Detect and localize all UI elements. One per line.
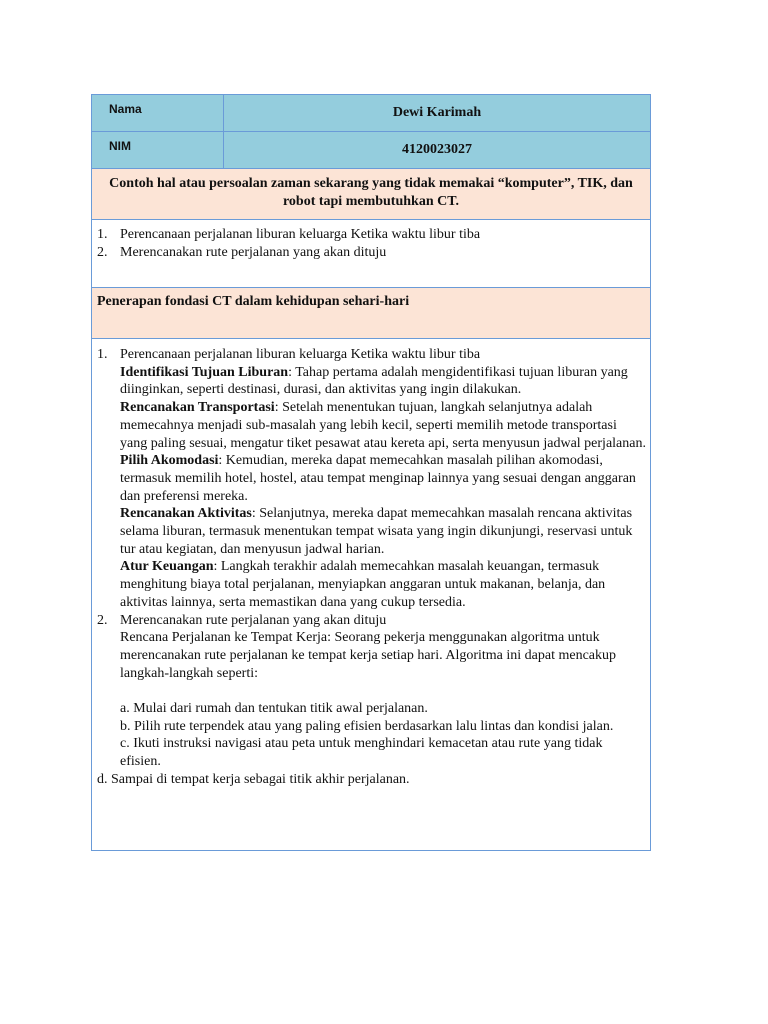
step-paragraph: Atur Keuangan: Langkah terakhir adalah memecahkan masalah keuangan, termasuk menghitung biaya total perjalanan, menyiapkan anggaran untuk makanan, belanja, dan aktivitas lainnya, serta memastikan dana yang cukup tersedia. (120, 559, 606, 610)
section1-list (92, 220, 650, 288)
step-paragraph: Pilih Akomodasi: Kemudian, mereka dapat memecahkan masalah pilihan akomodasi, termasuk memilih hotel, hostel, atau tempat menginap lainnya yang sesuai dengan anggaran dan preferensi mereka. (120, 453, 636, 504)
step-paragraph: Identifikasi Tujuan Liburan: Tahap pertama adalah mengidentifikasi tujuan liburan yang diinginkan, seperti destinasi, durasi, dan aktivitas yang ingin dilakukan. (120, 364, 628, 398)
name-row (92, 95, 650, 132)
route-final-step: d. Sampai di tempat kerja sebagai titik akhir perjalanan. (97, 771, 410, 787)
list-item: 2. Merencanakan rute perjalanan yang akan dituju (97, 245, 387, 260)
section2-body (92, 339, 650, 850)
list-item: 1. Perencanaan perjalanan liburan keluarga Ketika waktu libur tiba (97, 227, 481, 242)
route-substep: c. Ikuti instruksi navigasi atau peta untuk menghindari kemacetan atau rute yang tidak efisien. (120, 736, 603, 770)
nim-label: NIM (92, 132, 224, 168)
assignment-table (91, 94, 651, 851)
nim-value: 4120023027 (224, 132, 650, 168)
route-substep: a. Mulai dari rumah dan tentukan titik awal perjalanan. (120, 701, 428, 717)
nim-row (92, 132, 650, 169)
list-item: 2. Merencanakan rute perjalanan yang akan dituju (97, 612, 387, 628)
section2-heading: Penerapan fondasi CT dalam kehidupan sehari-hari (92, 288, 650, 339)
list-item: 1. Perencanaan perjalanan liburan keluarga Ketika waktu libur tiba (97, 347, 481, 362)
name-label: Nama (92, 95, 224, 131)
section1-heading: Contoh hal atau persoalan zaman sekarang yang tidak memakai “komputer”, TIK, dan robot tapi membutuhkan CT. (92, 169, 650, 220)
step-paragraph: Rencanakan Aktivitas: Selanjutnya, mereka dapat memecahkan masalah rencana aktivitas selama liburan, termasuk menentukan tempat wisata yang ingin dikunjungi, reservasi untuk tur atau kegiatan, dan menyusun jadwal harian. (120, 506, 633, 557)
route-substep: b. Pilih rute terpendek atau yang paling efisien berdasarkan lalu lintas dan kondisi jalan. (120, 718, 614, 734)
route-intro: Rencana Perjalanan ke Tempat Kerja: Seorang pekerja menggunakan algoritma untuk merencanakan rute perjalanan ke tempat kerja setiap hari. Algoritma ini dapat mencakup langkah-langkah seperti: (120, 630, 617, 681)
step-paragraph: Rencanakan Transportasi: Setelah menentukan tujuan, langkah selanjutnya adalah memecahnya menjadi sub-masalah yang lebih kecil, seperti memilih metode transportasi yang paling sesuai, mengatur tiket pesawat atau kereta api, serta menyusun jadwal perjalanan. (120, 400, 646, 451)
name-value: Dewi Karimah (224, 95, 650, 131)
